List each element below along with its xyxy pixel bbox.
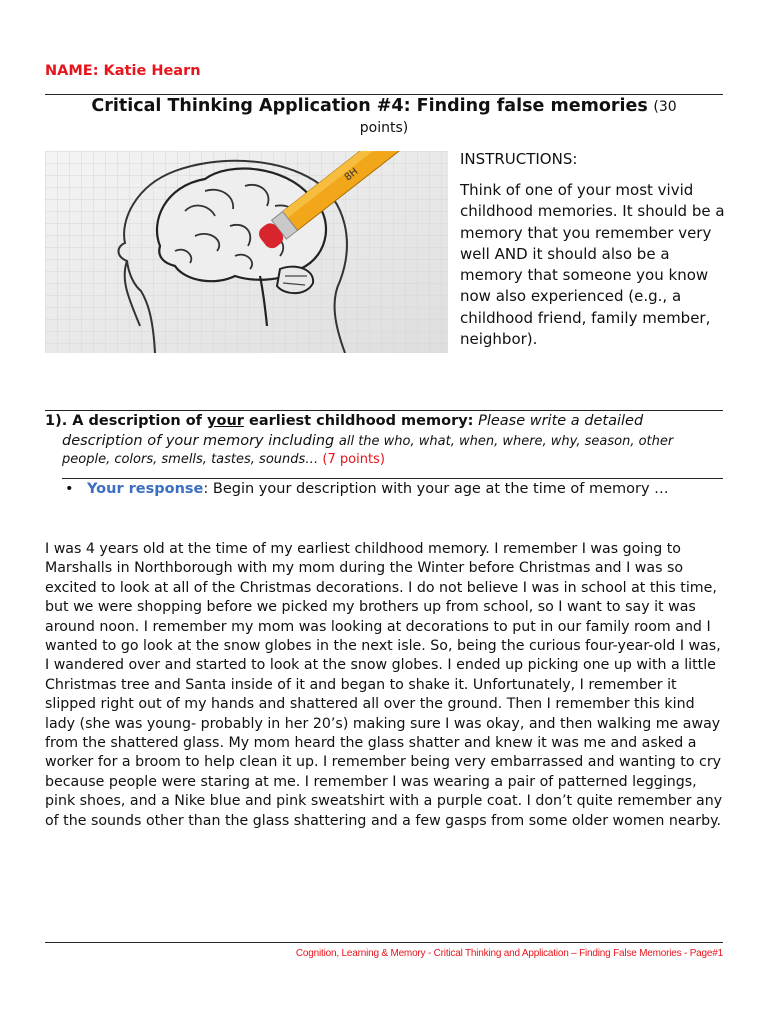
title-main: Critical Thinking Application #4: Finding false memories [91,96,648,116]
question-1-line2-small: all the who, what, when, where, why, season, other [338,434,674,449]
pencil-label: 8H [342,166,361,184]
response-instruction-row [65,481,669,497]
instructions-heading: INSTRUCTIONS: [460,150,578,168]
title-points-open: (30 [653,99,677,115]
question-1-line3 [62,451,712,468]
question-1-underlined: your [207,413,244,429]
question-1-line2 [62,432,712,451]
question-1-label [45,412,705,431]
question-1-points: (7 points) [322,452,385,467]
response-label: Your response [87,481,204,497]
page-footer: Cognition, Learning & Memory - Critical Thinking and Application – Finding False Memories - Page#1 [295,948,723,959]
bullet-icon: • [65,481,74,497]
brain-pencil-image [45,151,448,353]
question-1-line2-italic: description of your memory including [62,433,335,449]
question-1-prefix: 1). A description of [45,413,208,429]
response-divider [62,478,723,479]
title-points-close: points) [359,120,409,136]
footer-divider [45,942,723,943]
response-text: I was 4 years old at the time of my earliest childhood memory. I remember I was going to Marshalls in Northborough with my mom during the Winter before Christmas and I was so excited to look at all of the Christmas decorations. I do not believe I was in school at this time, but we were shopping before we picked my brothers up from school, so I want to say it was around noon. I remember my mom was looking at decorations to put in our family room and I wanted to go look at the snow globes in the next isle. So, being the curious four-year-old I was, I wandered over and started to look at the snow globes. I ended up picking one up with a little Christmas tree and Santa inside of it and began to shake it. Unfortunately, I remember it slipped right out of my hands and shattered all over the ground. Then I remember this kind lady (she was young- probably in her 20’s) making sure I was okay, and then walking me away from the shattered glass. My mom heard the glass shatter and knew it was me and asked a worker for a broom to help clean it up. I remember being very embarrassed and wanting to cry because people were staring at me. I remember I was wearing a pair of patterned leggings, pink shoes, and a Nike blue and pink sweatshirt with a purple coat. I don’t quite remember any of the sounds other than the glass shattering and a few gasps from some older women nearby. [45,541,723,829]
student-name: NAME: Katie Hearn [45,63,201,79]
question-1-line3-small: people, colors, smells, tastes, sounds… [62,452,319,467]
instructions-body: Think of one of your most vivid childhood memories. It should be a memory that you remember very well AND it should also be a memory that someone you know now also experienced (e.g., a childhood friend, family member, neighbor). [460,181,725,349]
page-title [45,95,723,118]
question-top-divider [45,410,723,411]
question-1-prompt: Please write a detailed [478,413,644,429]
question-1-suffix: earliest childhood memory: [243,413,474,429]
response-instruction: : Begin your description with your age at the time of memory … [203,481,669,497]
